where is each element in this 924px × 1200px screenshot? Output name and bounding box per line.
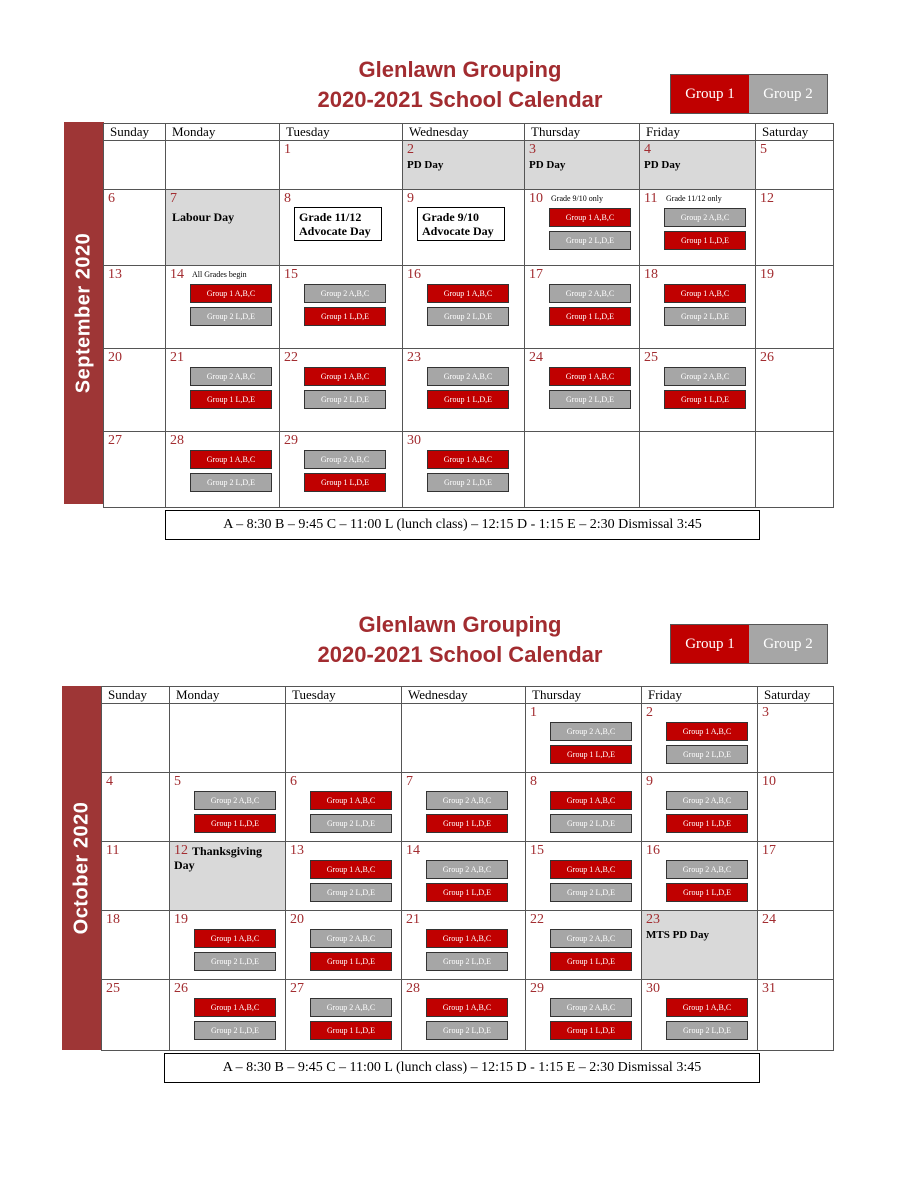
day-header: Wednesday — [402, 687, 526, 704]
group-block-bottom: Group 2 L,D,E — [426, 1021, 508, 1040]
day-header: Wednesday — [403, 124, 525, 141]
group-block-top: Group 2 A,B,C — [666, 860, 748, 879]
oct-title — [260, 610, 660, 670]
day-cell — [756, 266, 834, 349]
group-block-bottom: Group 2 L,D,E — [666, 745, 748, 764]
day-cell — [286, 842, 402, 911]
day-cell — [525, 349, 640, 432]
group-block-top: Group 1 A,B,C — [426, 998, 508, 1017]
week-row — [104, 141, 834, 190]
group-block-top: Group 2 A,B,C — [666, 791, 748, 810]
day-number: 24 — [762, 912, 776, 927]
day-header: Tuesday — [280, 124, 403, 141]
sep-calendar-grid — [103, 123, 834, 508]
day-cell — [758, 773, 834, 842]
day-cell — [640, 266, 756, 349]
day-number: 20 — [108, 350, 122, 365]
pd-day-label: PD Day — [407, 159, 444, 171]
day-number: 2 — [646, 705, 653, 720]
sep-legend — [670, 74, 828, 114]
day-number: 4 — [106, 774, 113, 789]
day-cell — [104, 349, 166, 432]
group-block-bottom: Group 2 L,D,E — [427, 307, 509, 326]
day-number: 3 — [762, 705, 769, 720]
group-block-top: Group 2 A,B,C — [310, 998, 392, 1017]
day-number: 6 — [108, 191, 115, 206]
week-row — [104, 190, 834, 266]
day-cell — [170, 980, 286, 1051]
empty-cell — [640, 432, 756, 508]
group-block-bottom: Group 1 L,D,E — [549, 307, 631, 326]
group-block-top: Group 2 A,B,C — [194, 791, 276, 810]
day-cell — [102, 842, 170, 911]
week-row — [102, 980, 834, 1051]
day-number: 30 — [407, 433, 421, 448]
oct-legend — [670, 624, 828, 664]
day-cell — [286, 773, 402, 842]
day-cell — [166, 432, 280, 508]
pd-day-label: PD Day — [644, 159, 681, 171]
group-block-top: Group 1 A,B,C — [190, 284, 272, 303]
day-number: 14 — [406, 843, 420, 858]
day-cell — [402, 980, 526, 1051]
day-cell — [403, 141, 525, 190]
day-header: Sunday — [102, 687, 170, 704]
group-block-top: Group 1 A,B,C — [549, 208, 631, 227]
group-block-top: Group 2 A,B,C — [664, 208, 746, 227]
group-block-bottom: Group 1 L,D,E — [550, 745, 632, 764]
day-number: 4 — [644, 142, 651, 157]
group-block-top: Group 1 A,B,C — [664, 284, 746, 303]
day-number: 12 — [760, 191, 774, 206]
group-block-top: Group 2 A,B,C — [550, 998, 632, 1017]
day-cell — [166, 266, 280, 349]
group-block-bottom: Group 1 L,D,E — [190, 390, 272, 409]
holiday-label: Thanksgiving Day — [174, 844, 263, 872]
day-number: 17 — [529, 267, 543, 282]
day-header: Thursday — [526, 687, 642, 704]
group-block-bottom: Group 1 L,D,E — [426, 883, 508, 902]
day-cell — [403, 266, 525, 349]
day-cell — [526, 842, 642, 911]
group-block-top: Group 1 A,B,C — [194, 929, 276, 948]
day-cell — [280, 349, 403, 432]
day-cell — [104, 432, 166, 508]
day-number: 28 — [170, 433, 184, 448]
day-cell — [525, 266, 640, 349]
group-block-bottom: Group 1 L,D,E — [304, 473, 386, 492]
oct-calendar-grid — [101, 686, 834, 1051]
grade-note: Grade 9/10 only — [551, 194, 603, 203]
group-block-bottom: Group 2 L,D,E — [427, 473, 509, 492]
day-header: Friday — [640, 124, 756, 141]
day-number: 29 — [284, 433, 298, 448]
day-header: Saturday — [756, 124, 834, 141]
day-cell — [403, 190, 525, 266]
day-cell — [526, 704, 642, 773]
day-cell — [170, 773, 286, 842]
sep-title — [260, 55, 660, 115]
day-number: 15 — [530, 843, 544, 858]
day-cell — [170, 842, 286, 911]
day-number: 2 — [407, 142, 414, 157]
group-block-bottom: Group 1 L,D,E — [666, 814, 748, 833]
grade-note: All Grades begin — [192, 270, 247, 279]
day-number: 29 — [530, 981, 544, 996]
group-block-bottom: Group 1 L,D,E — [664, 231, 746, 250]
day-number: 10 — [529, 191, 543, 206]
day-number: 28 — [406, 981, 420, 996]
group-block-bottom: Group 1 L,D,E — [310, 1021, 392, 1040]
group-block-top: Group 1 A,B,C — [550, 791, 632, 810]
day-header: Tuesday — [286, 687, 402, 704]
group-block-bottom: Group 2 L,D,E — [666, 1021, 748, 1040]
day-cell — [526, 911, 642, 980]
day-cell — [102, 773, 170, 842]
day-cell — [640, 141, 756, 190]
day-number: 15 — [284, 267, 298, 282]
day-cell — [640, 349, 756, 432]
week-row — [102, 842, 834, 911]
day-number: 17 — [762, 843, 776, 858]
day-number: 25 — [644, 350, 658, 365]
oct-legend-group2: Group 2 — [749, 625, 827, 663]
group-block-bottom: Group 1 L,D,E — [550, 952, 632, 971]
day-cell — [170, 911, 286, 980]
oct-legend-group1: Group 1 — [671, 625, 749, 663]
day-number: 27 — [108, 433, 122, 448]
group-block-top: Group 1 A,B,C — [666, 722, 748, 741]
group-block-top: Group 2 A,B,C — [550, 929, 632, 948]
group-block-bottom: Group 2 L,D,E — [550, 814, 632, 833]
day-cell — [756, 141, 834, 190]
day-number: 1 — [284, 142, 291, 157]
group-block-bottom: Group 1 L,D,E — [550, 1021, 632, 1040]
advocate-day-box: Grade 9/10 Advocate Day — [417, 207, 505, 241]
advocate-day-box: Grade 11/12 Advocate Day — [294, 207, 382, 241]
sep-schedule: A – 8:30 B – 9:45 C – 11:00 L (lunch class) – 12:15 D - 1:15 E – 2:30 Dismissal 3:45 — [165, 510, 760, 540]
empty-cell — [525, 432, 640, 508]
day-number: 8 — [530, 774, 537, 789]
oct-month-label: October 2020 — [70, 801, 93, 935]
day-cell — [525, 141, 640, 190]
group-block-top: Group 2 A,B,C — [304, 450, 386, 469]
day-number: 24 — [529, 350, 543, 365]
day-number: 14 — [170, 267, 184, 282]
day-cell — [104, 266, 166, 349]
group-block-bottom: Group 2 L,D,E — [549, 390, 631, 409]
week-row — [104, 266, 834, 349]
group-block-bottom: Group 1 L,D,E — [426, 814, 508, 833]
day-number: 9 — [407, 191, 414, 206]
day-cell — [756, 190, 834, 266]
day-number: 11 — [106, 843, 120, 858]
empty-cell — [286, 704, 402, 773]
day-cell — [526, 773, 642, 842]
week-row — [104, 432, 834, 508]
day-cell — [642, 980, 758, 1051]
group-block-bottom: Group 2 L,D,E — [194, 952, 276, 971]
group-block-bottom: Group 1 L,D,E — [310, 952, 392, 971]
day-number: 5 — [174, 774, 181, 789]
group-block-bottom: Group 2 L,D,E — [194, 1021, 276, 1040]
group-block-top: Group 1 A,B,C — [190, 450, 272, 469]
day-number: 19 — [760, 267, 774, 282]
day-cell — [402, 842, 526, 911]
group-block-bottom: Group 1 L,D,E — [666, 883, 748, 902]
group-block-top: Group 1 A,B,C — [666, 998, 748, 1017]
sep-legend-group1: Group 1 — [671, 75, 749, 113]
group-block-bottom: Group 2 L,D,E — [549, 231, 631, 250]
empty-cell — [170, 704, 286, 773]
pd-day-label: MTS PD Day — [646, 929, 709, 941]
day-number: 22 — [284, 350, 298, 365]
day-cell — [104, 190, 166, 266]
day-cell — [280, 266, 403, 349]
oct-title-line1: Glenlawn Grouping — [358, 612, 562, 637]
day-cell — [166, 190, 280, 266]
day-cell — [756, 349, 834, 432]
group-block-bottom: Group 2 L,D,E — [304, 390, 386, 409]
day-number: 6 — [290, 774, 297, 789]
day-cell — [526, 980, 642, 1051]
group-block-top: Group 1 A,B,C — [310, 791, 392, 810]
week-row — [104, 349, 834, 432]
pd-day-label: PD Day — [529, 159, 566, 171]
group-block-bottom: Group 2 L,D,E — [190, 307, 272, 326]
group-block-bottom: Group 1 L,D,E — [194, 814, 276, 833]
day-header: Friday — [642, 687, 758, 704]
group-block-bottom: Group 2 L,D,E — [664, 307, 746, 326]
day-cell — [758, 842, 834, 911]
day-cell — [166, 349, 280, 432]
day-number: 16 — [646, 843, 660, 858]
day-number: 1 — [530, 705, 537, 720]
group-block-bottom: Group 1 L,D,E — [304, 307, 386, 326]
day-number: 26 — [174, 981, 188, 996]
group-block-top: Group 2 A,B,C — [310, 929, 392, 948]
empty-cell — [166, 141, 280, 190]
group-block-top: Group 2 A,B,C — [190, 367, 272, 386]
day-number: 7 — [170, 191, 177, 206]
group-block-top: Group 2 A,B,C — [664, 367, 746, 386]
day-cell — [642, 773, 758, 842]
day-number: 13 — [290, 843, 304, 858]
sep-title-line2: 2020-2021 School Calendar — [317, 87, 603, 112]
day-number: 18 — [644, 267, 658, 282]
day-cell — [280, 432, 403, 508]
day-number: 23 — [407, 350, 421, 365]
day-number: 9 — [646, 774, 653, 789]
day-header: Monday — [170, 687, 286, 704]
day-cell — [403, 432, 525, 508]
day-cell — [280, 141, 403, 190]
empty-cell — [756, 432, 834, 508]
group-block-top: Group 1 A,B,C — [304, 367, 386, 386]
group-block-top: Group 2 A,B,C — [426, 860, 508, 879]
day-cell — [403, 349, 525, 432]
group-block-top: Group 2 A,B,C — [426, 791, 508, 810]
day-cell — [640, 190, 756, 266]
day-number: 21 — [170, 350, 184, 365]
day-cell — [758, 911, 834, 980]
day-number: 3 — [529, 142, 536, 157]
day-cell — [402, 773, 526, 842]
week-row — [102, 911, 834, 980]
oct-title-line2: 2020-2021 School Calendar — [317, 642, 603, 667]
day-number: 20 — [290, 912, 304, 927]
empty-cell — [402, 704, 526, 773]
week-row — [102, 704, 834, 773]
day-number: 18 — [106, 912, 120, 927]
group-block-bottom: Group 2 L,D,E — [550, 883, 632, 902]
day-number: 12 — [174, 843, 188, 858]
day-number: 22 — [530, 912, 544, 927]
day-number: 11 — [644, 191, 658, 206]
holiday-label: Labour Day — [172, 210, 235, 224]
day-number: 31 — [762, 981, 776, 996]
group-block-top: Group 2 A,B,C — [550, 722, 632, 741]
day-header: Monday — [166, 124, 280, 141]
day-cell — [642, 704, 758, 773]
sep-month-band — [64, 122, 104, 504]
group-block-bottom: Group 2 L,D,E — [190, 473, 272, 492]
day-number: 13 — [108, 267, 122, 282]
group-block-top: Group 1 A,B,C — [310, 860, 392, 879]
group-block-bottom: Group 2 L,D,E — [310, 883, 392, 902]
day-cell — [280, 190, 403, 266]
day-number: 10 — [762, 774, 776, 789]
group-block-top: Group 1 A,B,C — [426, 929, 508, 948]
day-number: 23 — [646, 912, 660, 927]
grade-note: Grade 11/12 only — [666, 194, 722, 203]
day-number: 16 — [407, 267, 421, 282]
day-number: 8 — [284, 191, 291, 206]
group-block-bottom: Group 2 L,D,E — [426, 952, 508, 971]
group-block-bottom: Group 2 L,D,E — [310, 814, 392, 833]
group-block-top: Group 2 A,B,C — [549, 284, 631, 303]
day-cell — [758, 704, 834, 773]
empty-cell — [102, 704, 170, 773]
day-header: Saturday — [758, 687, 834, 704]
day-header: Sunday — [104, 124, 166, 141]
group-block-top: Group 1 A,B,C — [427, 450, 509, 469]
day-number: 27 — [290, 981, 304, 996]
group-block-top: Group 1 A,B,C — [427, 284, 509, 303]
day-cell — [402, 911, 526, 980]
day-cell — [102, 980, 170, 1051]
oct-schedule: A – 8:30 B – 9:45 C – 11:00 L (lunch class) – 12:15 D - 1:15 E – 2:30 Dismissal 3:45 — [164, 1053, 760, 1083]
day-number: 25 — [106, 981, 120, 996]
day-number: 5 — [760, 142, 767, 157]
day-cell — [286, 980, 402, 1051]
day-cell — [758, 980, 834, 1051]
day-number: 26 — [760, 350, 774, 365]
day-number: 21 — [406, 912, 420, 927]
group-block-bottom: Group 1 L,D,E — [427, 390, 509, 409]
sep-title-line1: Glenlawn Grouping — [358, 57, 562, 82]
empty-cell — [104, 141, 166, 190]
sep-legend-group2: Group 2 — [749, 75, 827, 113]
week-row — [102, 773, 834, 842]
day-header: Thursday — [525, 124, 640, 141]
day-cell — [286, 911, 402, 980]
day-number: 30 — [646, 981, 660, 996]
day-cell — [102, 911, 170, 980]
group-block-top: Group 2 A,B,C — [427, 367, 509, 386]
group-block-top: Group 1 A,B,C — [194, 998, 276, 1017]
oct-month-band — [62, 686, 102, 1050]
group-block-bottom: Group 1 L,D,E — [664, 390, 746, 409]
day-number: 7 — [406, 774, 413, 789]
day-number: 19 — [174, 912, 188, 927]
sep-month-label: September 2020 — [72, 232, 95, 394]
day-cell — [642, 842, 758, 911]
group-block-top: Group 1 A,B,C — [550, 860, 632, 879]
group-block-top: Group 1 A,B,C — [549, 367, 631, 386]
day-cell — [642, 911, 758, 980]
group-block-top: Group 2 A,B,C — [304, 284, 386, 303]
day-cell — [525, 190, 640, 266]
